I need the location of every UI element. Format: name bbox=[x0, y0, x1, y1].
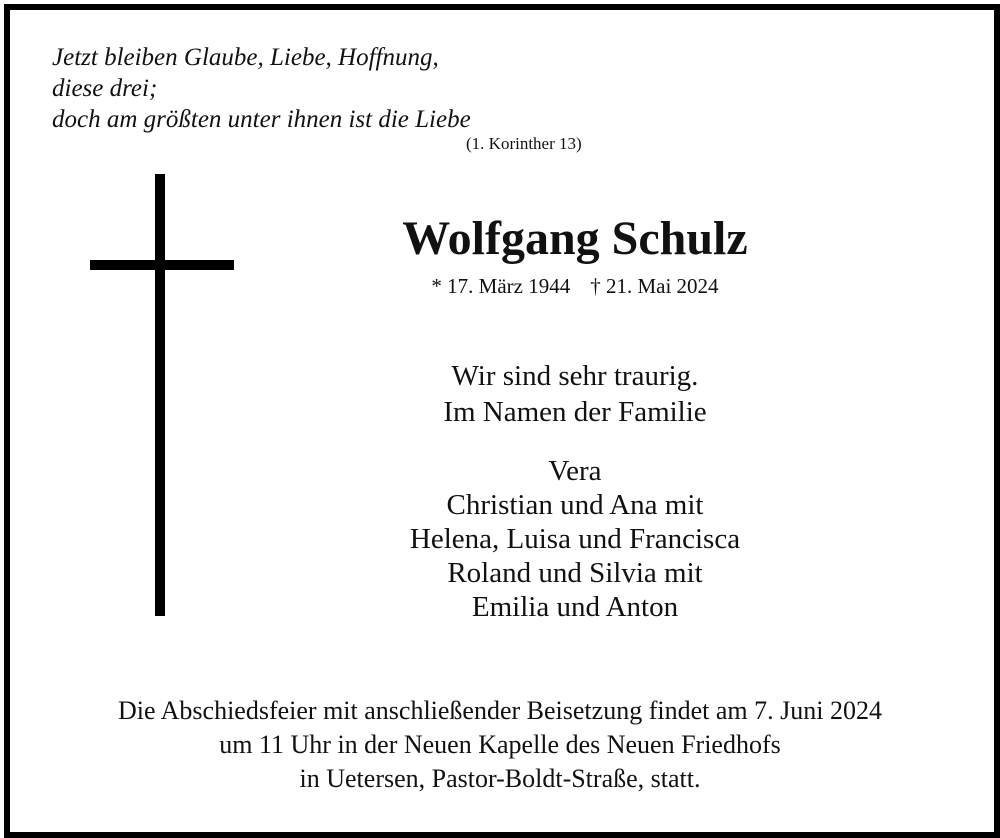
cross-icon bbox=[155, 174, 165, 616]
family-member: Helena, Luisa und Francisca bbox=[409, 523, 741, 555]
cross-icon-bar bbox=[90, 260, 234, 270]
message-line: Wir sind sehr traurig. bbox=[451, 360, 699, 392]
ceremony-line: in Uetersen, Pastor-Boldt-Straße, statt. bbox=[299, 764, 701, 793]
family-member: Christian und Ana mit bbox=[446, 489, 704, 521]
family-member: Roland und Silvia mit bbox=[447, 557, 703, 589]
bible-quote bbox=[52, 42, 471, 135]
ceremony-info bbox=[10, 694, 990, 796]
quote-source: (1. Korinther 13) bbox=[466, 134, 582, 153]
ceremony-line: Die Abschiedsfeier mit anschließender Beisetzung findet am 7. Juni 2024 bbox=[118, 696, 882, 725]
deceased-name: Wolfgang Schulz bbox=[402, 212, 748, 265]
message-line: Im Namen der Familie bbox=[443, 396, 707, 428]
family-member: Emilia und Anton bbox=[471, 591, 679, 623]
family-list bbox=[330, 454, 820, 624]
quote-line: Jetzt bleiben Glaube, Liebe, Hoffnung, bbox=[52, 44, 439, 71]
life-dates bbox=[330, 272, 820, 300]
family-member: Vera bbox=[548, 455, 602, 487]
death-date: † 21. Mai 2024 bbox=[590, 274, 719, 298]
birth-date: * 17. März 1944 bbox=[431, 274, 571, 298]
ceremony-line: um 11 Uhr in der Neuen Kapelle des Neuen Friedhofs bbox=[219, 730, 781, 759]
mourning-message bbox=[330, 358, 820, 430]
quote-line: doch am größten unter ihnen ist die Liebe bbox=[52, 106, 471, 133]
quote-line: diese drei; bbox=[52, 75, 158, 102]
